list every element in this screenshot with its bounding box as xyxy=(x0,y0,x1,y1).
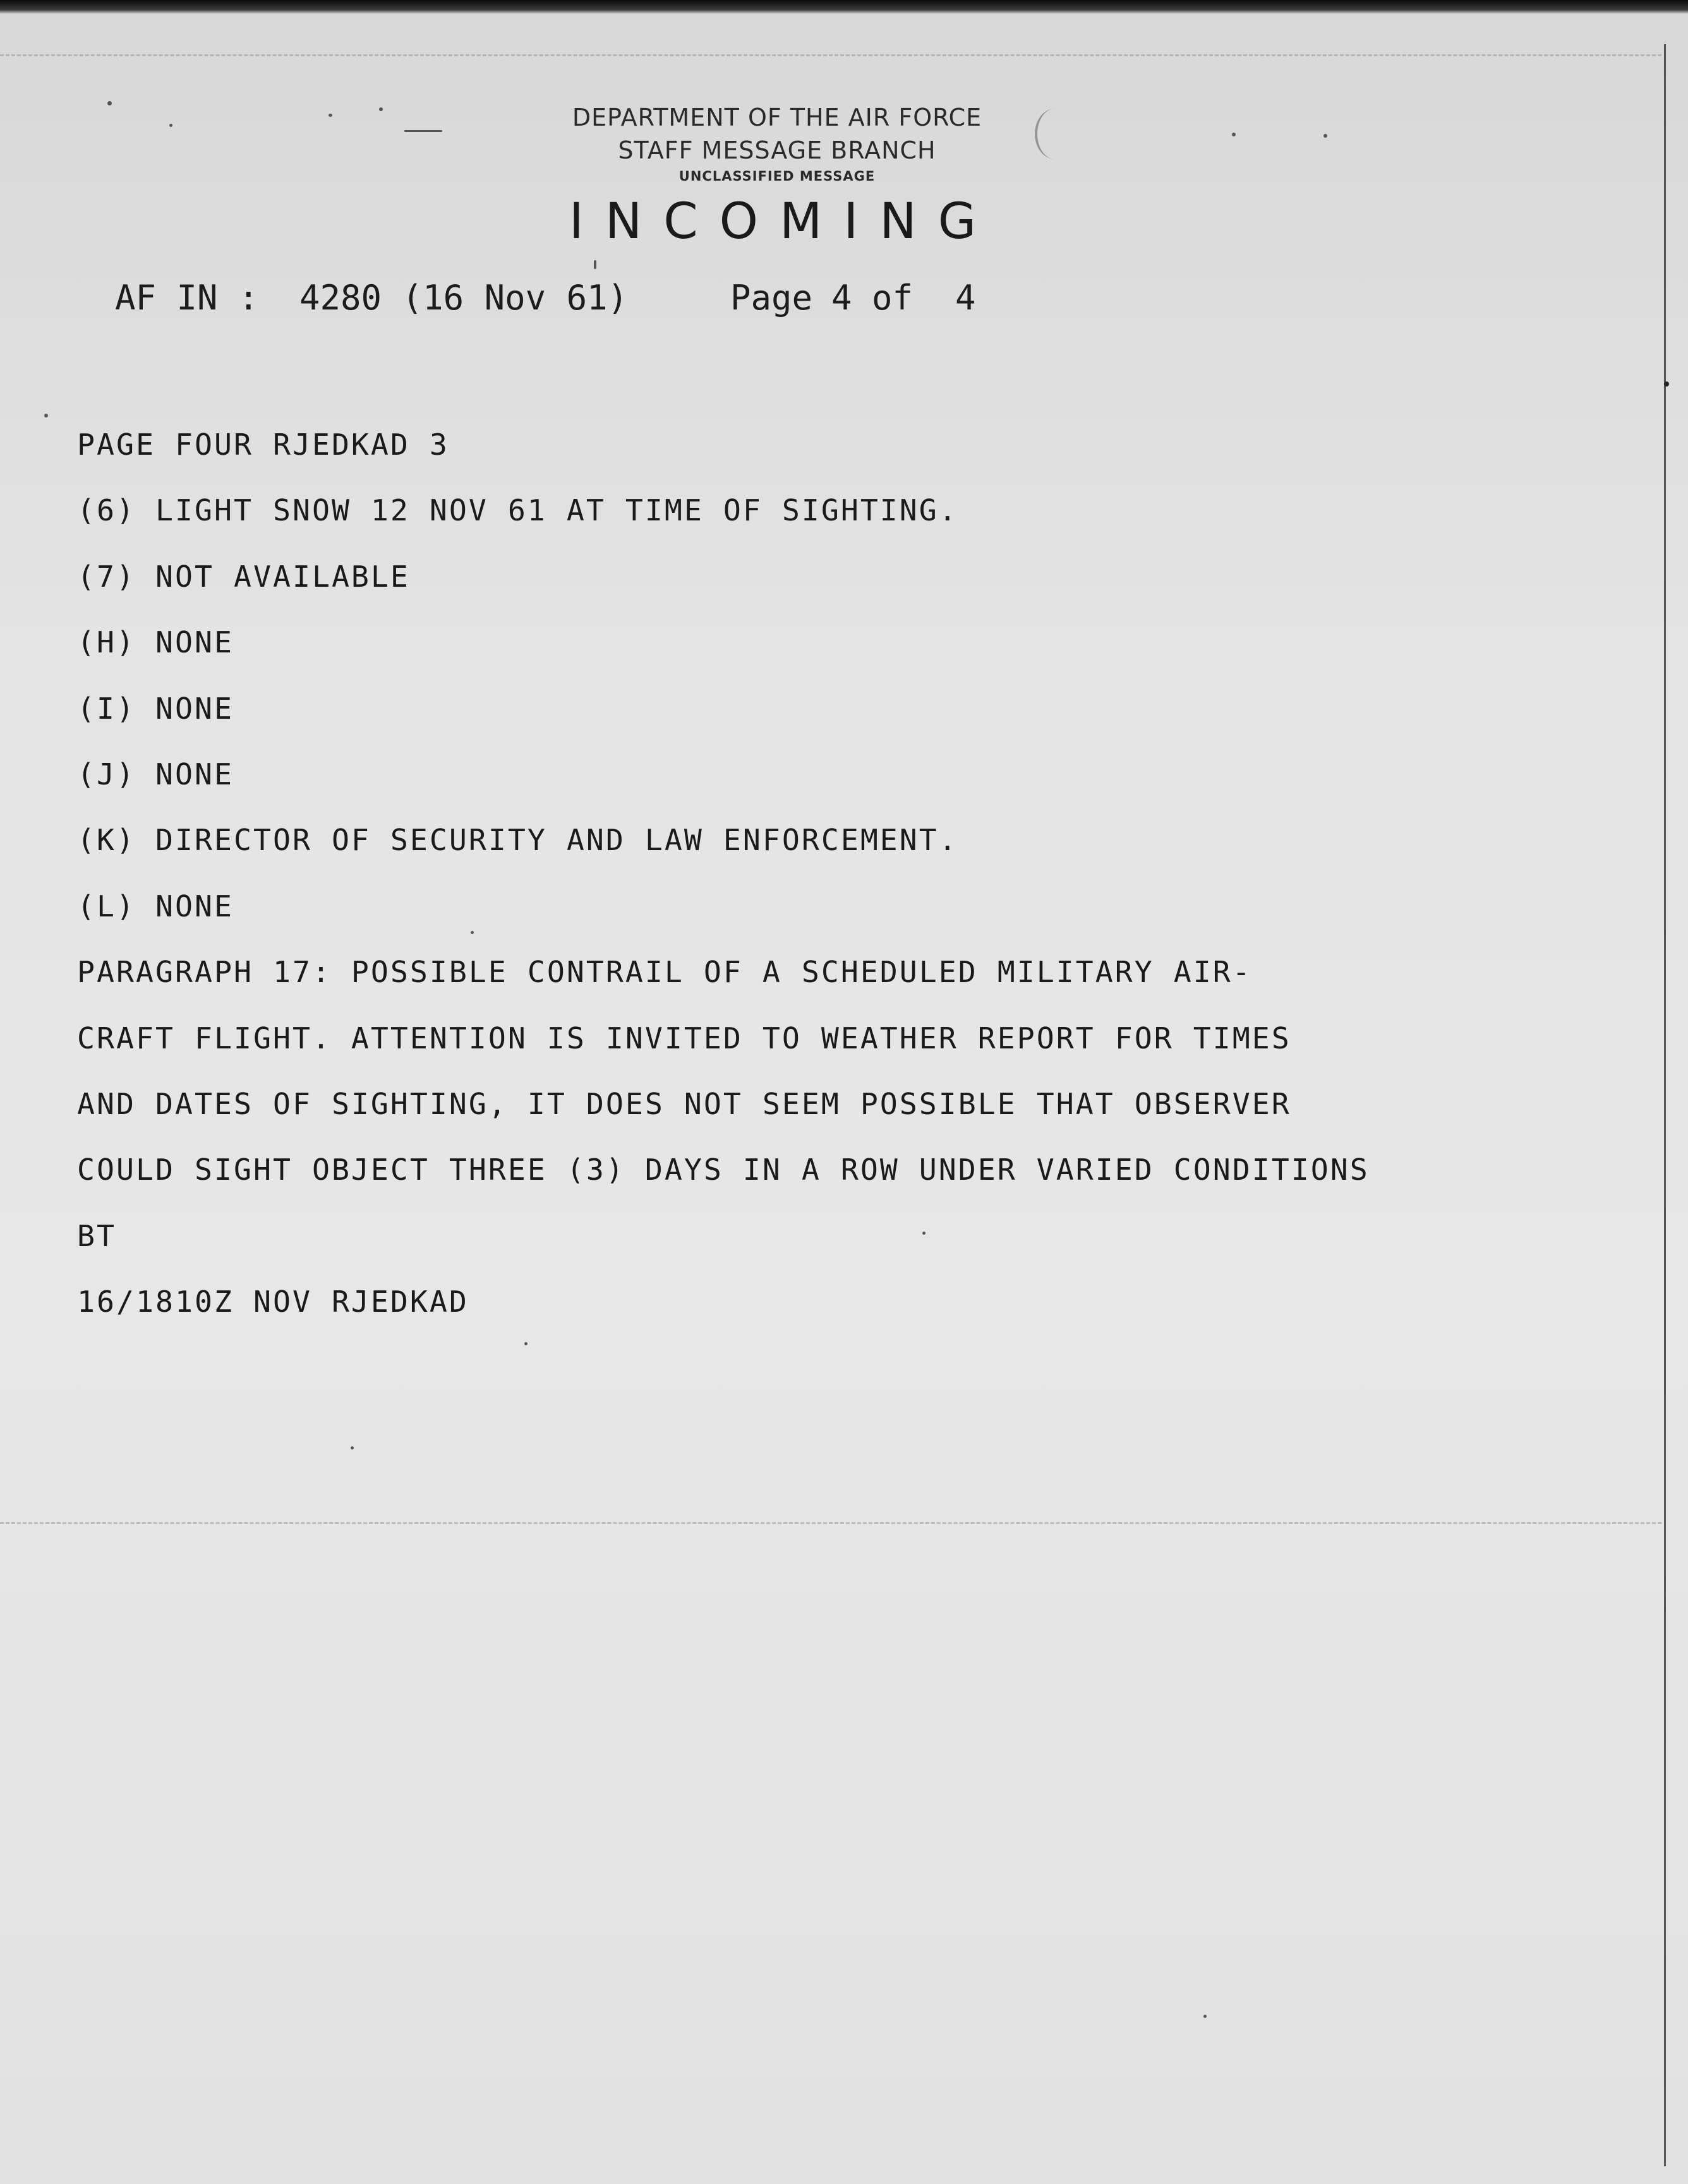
message-line: (7) NOT AVAILABLE xyxy=(77,559,410,594)
scan-speck xyxy=(169,124,172,127)
message-line: AND DATES OF SIGHTING, IT DOES NOT SEEM POSSIBLE THAT OBSERVER xyxy=(77,1086,1291,1121)
lower-dashed-rule xyxy=(0,1522,1661,1524)
classification-marking: UNCLASSIFIED MESSAGE xyxy=(678,169,876,184)
scan-speck xyxy=(379,107,383,111)
scan-speck xyxy=(1323,134,1327,138)
branch-name: STAFF MESSAGE BRANCH xyxy=(618,136,936,164)
message-line: (K) DIRECTOR OF SECURITY AND LAW ENFORCEMENT. xyxy=(77,823,958,858)
message-line: PAGE FOUR RJEDKAD 3 xyxy=(77,428,449,462)
message-type-title: INCOMING xyxy=(569,193,998,250)
message-line: PARAGRAPH 17: POSSIBLE CONTRAIL OF A SCHEDULED MILITARY AIR- xyxy=(77,955,1252,990)
message-line: (I) NONE xyxy=(77,691,234,726)
date-time-group: 16/1810Z NOV RJEDKAD xyxy=(77,1285,469,1319)
letterhead xyxy=(556,101,998,186)
page-total-number: 4 xyxy=(955,278,976,318)
scan-speck xyxy=(594,260,596,269)
page-of-label: of xyxy=(872,278,913,318)
af-in-label: AF IN : xyxy=(115,278,259,318)
message-line: (L) NONE xyxy=(77,889,234,923)
message-line: COULD SIGHT OBJECT THREE (3) DAYS IN A ROW UNDER VARIED CONDITIONS xyxy=(77,1153,1370,1187)
scan-speck xyxy=(404,130,442,132)
scan-speck xyxy=(524,1342,528,1345)
af-in-number: 4280 (16 Nov 61) xyxy=(299,278,629,318)
top-dashed-rule xyxy=(0,54,1661,56)
department-name: DEPARTMENT OF THE AIR FORCE xyxy=(572,104,982,131)
scan-speck xyxy=(1232,133,1236,136)
message-line: (6) LIGHT SNOW 12 NOV 61 AT TIME OF SIGHTING. xyxy=(77,493,958,528)
page-current-number: 4 xyxy=(831,278,852,318)
scan-speck xyxy=(107,101,112,105)
page-right-edge-rule xyxy=(1664,44,1666,2166)
scan-speck xyxy=(329,114,332,117)
page-label: Page xyxy=(730,278,813,318)
message-body xyxy=(77,419,1644,1342)
message-line: CRAFT FLIGHT. ATTENTION IS INVITED TO WEATHER REPORT FOR TIMES xyxy=(77,1021,1291,1055)
paren-scan-mark xyxy=(1035,109,1075,159)
message-line: (H) NONE xyxy=(77,625,234,660)
scan-speck xyxy=(44,414,48,417)
scan-speck xyxy=(1203,2015,1207,2018)
margin-mark xyxy=(1664,381,1669,387)
scan-speck xyxy=(351,1446,354,1449)
message-line: (J) NONE xyxy=(77,757,234,791)
message-line: BT xyxy=(77,1218,116,1253)
scan-top-edge xyxy=(0,0,1688,14)
